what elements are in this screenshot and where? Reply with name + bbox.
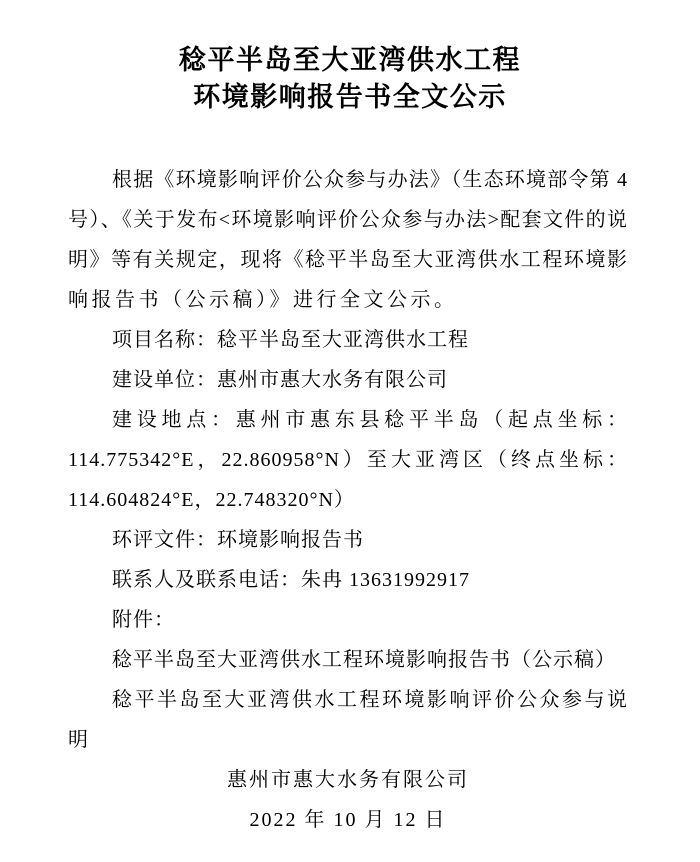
page-title-line-2: 环境影响报告书全文公示 — [193, 82, 507, 112]
construction-site-line-1: 建设地点：惠州市惠东县稔平半岛（起点坐标： — [112, 409, 628, 431]
attachments-label: 附件： — [112, 609, 175, 631]
page-title-line-1: 稔平半岛至大亚湾供水工程 — [179, 45, 521, 75]
eia-document-line: 环评文件：环境影响报告书 — [112, 529, 364, 551]
attachment-item-1: 稔平半岛至大亚湾供水工程环境影响报告书（公示稿） — [112, 649, 616, 671]
intro-line-1: 根据《环境影响评价公众参与办法》（生态环境部令第 4 — [112, 169, 628, 191]
contact-line: 联系人及联系电话：朱冉 13631992917 — [112, 569, 470, 591]
document-body — [68, 116, 628, 840]
attachment-item-2-line-2: 明 — [68, 729, 89, 751]
signature-company: 惠州市惠大水务有限公司 — [227, 769, 469, 791]
construction-unit-line: 建设单位：惠州市惠大水务有限公司 — [112, 369, 448, 391]
project-name-line: 项目名称：稔平半岛至大亚湾供水工程 — [112, 329, 469, 351]
document-title — [0, 0, 700, 116]
attachment-item-2-line-1: 稔平半岛至大亚湾供水工程环境影响评价公众参与说 — [112, 689, 628, 711]
intro-line-2: 号）、《关于发布<环境影响评价公众参与办法>配套文件的说 — [68, 209, 628, 231]
construction-site-line-3: 114.604824°E，22.748320°N） — [68, 489, 355, 511]
signature-date: 2022 年 10 月 12 日 — [249, 809, 447, 831]
intro-line-4: 响报告书（公示稿）》进行全文公示。 — [68, 289, 458, 311]
construction-site-line-2: 114.775342°E，22.860958°N）至大亚湾区（终点坐标： — [68, 449, 628, 471]
intro-line-3: 明》等有关规定，现将《稔平半岛至大亚湾供水工程环境影 — [68, 249, 628, 271]
